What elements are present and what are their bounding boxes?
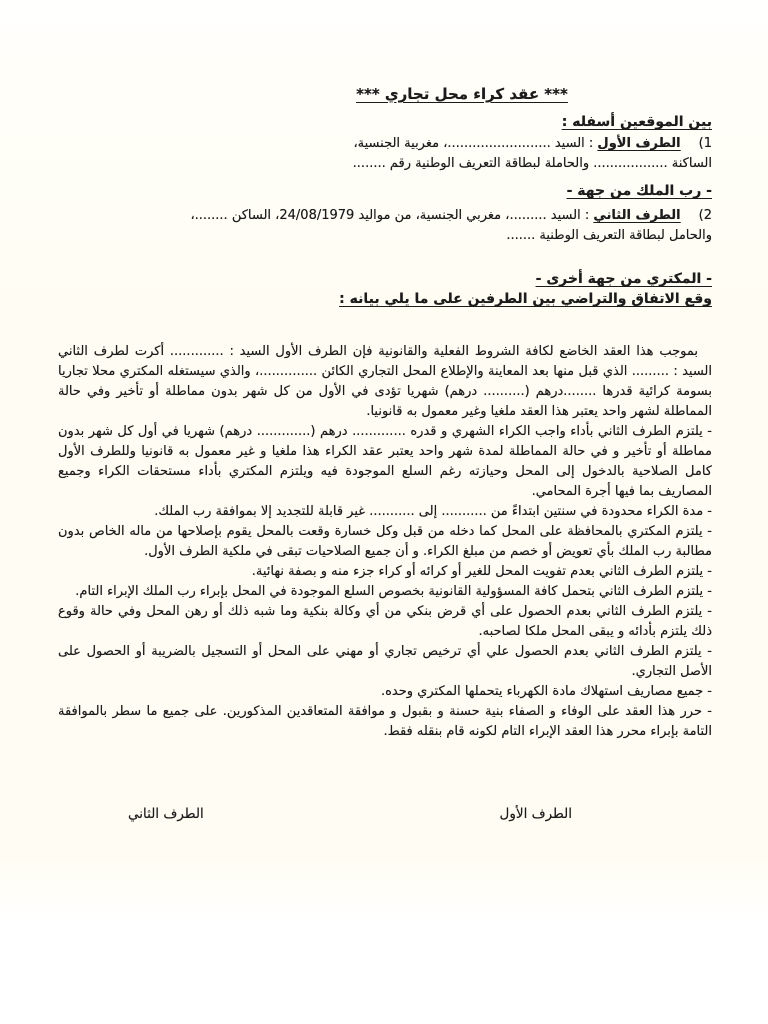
party-second-line1 (58, 206, 712, 226)
party-first-number: 1) (698, 136, 712, 151)
clause-duration: - مدة الكراء محدودة في سنتين ابتداءً من ........... إلى ........... غير قابلة للتجديد إلا بموافقة رب الملك. (154, 504, 712, 519)
clause-no-sublease: - يلتزم الطرف الثاني بعدم تفويت المحل للغير أو كرائه أو كراء جزء منه و بصفة نهائية. (251, 564, 712, 579)
clause-maintenance: - يلتزم المكتري بالمحافظة على المحل كما دخله من قبل وكل خسارة وقعت بالمحل يقوم بإصلاحها من ماله الخاص بدون مطالبة رب الملك بأي تعويض أو خصم من مبلغ الكراء. و أن جميع الصلاحيات تبقى في ملكية الطرف الأول. (58, 524, 712, 559)
agreement-heading: وقع الاتفاق والتراضي بين الطرفين على ما يلي بيانه : (339, 291, 712, 307)
party-second-role-heading: - المكتري من جهة أخرى - (535, 271, 712, 287)
party-block-first (58, 134, 712, 201)
document-title-row (58, 84, 712, 103)
clause-no-license: - يلتزم الطرف الثاني بعدم الحصول علي أي ترخيص تجاري أو مهني على المحل أو التسجيل بالضريبة أو الحصول على الأصل التجاري. (58, 644, 712, 679)
clause-electricity: - جميع مصاريف استهلاك مادة الكهرباء يتحملها المكتري وحده. (380, 684, 712, 699)
party-second-details: : السيد .........، مغربي الجنسية، من مواليد 24/08/1979، الساكن ........، (190, 208, 594, 223)
clause-final-drafting: - حرر هذا العقد على الوفاء و الصفاء بنية حسنة و بقبول و موافقة المتعاقدين المذكورين. على جميع ما سطر بالموافقة التامة بإبراء محرر هذا العقد الإبراء التام لكونه قام بنقله فقط. (58, 704, 712, 739)
party-block-second (58, 206, 712, 289)
document-title: *** عقد كراء محل تجاري *** (356, 85, 568, 103)
party-second-line2: والحامل لبطاقة التعريف الوطنية ....... (506, 228, 712, 243)
intro-heading: بين الموقعين أسفله : (561, 114, 712, 130)
preamble-paragraph: بموجب هذا العقد الخاضع لكافة الشروط الفعلية والقانونية فإن الطرف الأول السيد : ............. أكرت لطرف الثاني السيد : ......... الذي قبل منها بعد المعاينة والإطلاع المحل التجاري الكائن ..............، والذي سيستغله المكتري محلا تجاريا بسومة كرائية قدرها ........درهم (.......... درهم) شهريا تؤدى في الأول من كل شهر بدون مماطلة أو تأخير وفي حالة المماطلة لشهر واحد يعتبر هذا العقد ملغيا وغير معمول به قانونيا. (58, 344, 712, 419)
clause-legal-liability: - يلتزم الطرف الثاني بتحمل كافة المسؤولية القانونية بخصوص السلع الموجودة في المحل بإبراء رب الملك الإبراء التام. (75, 584, 712, 599)
party-second-name: الطرف الثاني (593, 208, 681, 223)
party-first-role-heading: - رب الملك من جهة - (566, 183, 712, 199)
party-first-line1 (58, 134, 712, 154)
signature-first-party-label: الطرف الأول (499, 806, 572, 822)
party-first-name: الطرف الأول (597, 136, 681, 151)
clause-rent-obligation: - يلتزم الطرف الثاني بأداء واجب الكراء الشهري و قدره ............. درهم (............. درهم) شهريا في أول كل شهر بدون مماطلة أو تأخير و في حالة المماطلة لمدة شهر واحد يعتبر عقد الكراء هذا ملغيا و غير معمول به قانونيا وللطرف الأول كامل الصلاحية بالدخول إلى المحل وحيازته رغم السلع الموجودة فيه ويلتزم المكتري بأداء مستحقات الكراء وجميع المصاريف بما فيها أجرة المحامي. (58, 424, 712, 499)
clause-no-bank-loan: - يلتزم الطرف الثاني بعدم الحصول على أي قرض بنكي من أي وكالة بنكية وما شبه ذلك أو رهن المحل وفي حالة وقوع ذلك يلتزم بأدائه و يبقى المحل ملكا لصاحبه. (58, 604, 712, 639)
party-second-number: 2) (698, 208, 712, 223)
party-first-details: : السيد .........................، مغربية الجنسية، (353, 136, 598, 151)
signature-second-party-label: الطرف الثاني (128, 806, 204, 822)
signature-row (58, 806, 712, 822)
party-first-line2: الساكنة .................. والحاملة لبطاقة التعريف الوطنية رقم ........ (352, 156, 712, 171)
